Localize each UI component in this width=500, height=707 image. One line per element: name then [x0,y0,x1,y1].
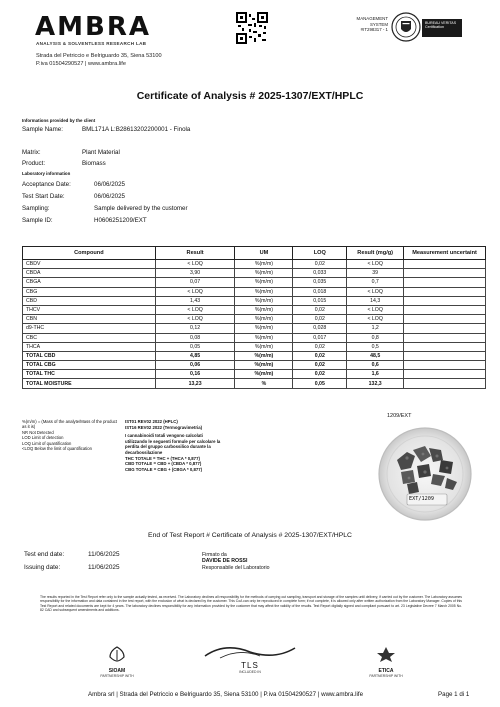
table-row [23,361,486,370]
info-sample-id: Sample ID: H0606251209/EXT [22,217,147,224]
etica-logo: ETICA PARTNERSHIP WITH [361,645,411,678]
cell-um: %(m/m) [235,324,293,333]
company-logo: AMBRA [35,12,151,42]
cell-compound: CBGA [23,278,156,287]
cell-loq: 0,035 [293,278,347,287]
legend-line: LOD Limit of detection [22,435,64,441]
table-row [23,305,486,314]
cell-result-mg: 1,6 [347,370,404,379]
cell-compound: d9-THC [23,324,156,333]
cell-result: 0,16 [155,370,235,379]
info-matrix: Matrix: Plant Material [22,149,120,156]
cell-compound: CBDV [23,260,156,269]
cell-uncertainty [404,379,486,388]
cell-compound: CBG [23,287,156,296]
cell-compound: CBD [23,296,156,305]
company-address: Strada del Petriccio e Belriguardo 35, Siena 53100 [36,53,162,59]
cell-compound: TOTAL CBD [23,351,156,360]
tls-wave-icon [200,644,300,660]
cell-um: %(m/m) [235,305,293,314]
company-vat-web: P.iva 01504290527 | www.ambra.life [36,61,126,67]
table-row [23,278,486,287]
cell-result: < LOQ [155,315,235,324]
legend-line: NR Not Detected [22,429,54,435]
info-sampling: Sampling: Sample delivered by the customer [22,205,188,212]
info-test-start-date: Test Start Date: 06/06/2025 [22,193,125,200]
cell-result-mg: 132,3 [347,379,404,388]
cell-um: %(m/m) [235,269,293,278]
cell-uncertainty [404,370,486,379]
cell-uncertainty [404,361,486,370]
cell-result-mg: 1,2 [347,324,404,333]
table-row [23,269,486,278]
header-result-mg: Result (mg/g) [347,247,404,260]
signature-block: Firmato da DAVIDE DE ROSSI Responsabile del Laboratorio [202,552,270,571]
cell-uncertainty [404,333,486,342]
cell-result: 0,07 [155,278,235,287]
bureau-veritas-seal-icon [391,12,421,42]
cell-loq: 0,015 [293,296,347,305]
cell-um: %(m/m) [235,333,293,342]
header-loq: LOQ [293,247,347,260]
cell-result-mg: 0,8 [347,333,404,342]
cell-loq: 0,017 [293,333,347,342]
cell-loq: 0,02 [293,305,347,314]
cell-uncertainty [404,260,486,269]
cell-result: 0,06 [155,361,235,370]
results-table [22,246,486,389]
cell-result: 3,90 [155,269,235,278]
table-row [23,315,486,324]
etica-leaf-icon [376,645,396,663]
table-row [23,296,486,305]
cell-result: < LOQ [155,287,235,296]
jar-label: EXT/1209 [409,496,434,502]
cell-compound: CBC [23,333,156,342]
cell-result: < LOQ [155,305,235,314]
cell-um: %(m/m) [235,342,293,351]
cell-uncertainty [404,324,486,333]
cell-result: < LOQ [155,260,235,269]
legend-line: LOQ Limit of quantification [22,440,72,446]
cell-compound: THCA [23,342,156,351]
qr-code-icon [236,12,268,44]
cell-result-mg: 0,7 [347,278,404,287]
cell-compound: TOTAL CBG [23,361,156,370]
cell-compound: CBN [23,315,156,324]
cell-loq: 0,02 [293,315,347,324]
lab-info-heading: Laboratory information [22,171,71,176]
cell-loq: 0,02 [293,370,347,379]
cell-result: 0,05 [155,342,235,351]
cell-result: 1,43 [155,296,235,305]
cell-uncertainty [404,305,486,314]
table-row [23,342,486,351]
cell-result: 0,12 [155,324,235,333]
sioam-emblem-icon [106,645,128,663]
cell-loq: 0,05 [293,379,347,388]
cell-um: %(m/m) [235,296,293,305]
end-of-report: End of Test Report # Certificate of Analysis # 2025-1307/EXT/HPLC [148,532,352,539]
cell-loq: 0,033 [293,269,347,278]
issuing-date: Issuing date: 11/06/2025 [24,564,120,571]
cell-uncertainty [404,342,486,351]
cell-result-mg: 14,3 [347,296,404,305]
cell-result-mg: < LOQ [347,305,404,314]
table-row [23,379,486,388]
bureau-veritas-badge: BUREAU VERITAS Certification [422,19,462,37]
table-header-row [23,247,486,260]
cell-result: 0,08 [155,333,235,342]
legend-line: <LOQ Below the limit of quantification [22,446,92,452]
table-row [23,260,486,269]
test-end-date: Test end date: 11/06/2025 [24,551,120,558]
info-product: Product: Biomass [22,160,106,167]
management-system-label: MANAGEMENT SYSTEM #IT298317 - 1 [356,16,388,33]
cell-result-mg: < LOQ [347,315,404,324]
sioam-logo: SIOAM PARTNERSHIP WITH [92,645,142,678]
table-row [23,370,486,379]
cell-loq: 0,02 [293,342,347,351]
cell-result: 13,23 [155,379,235,388]
table-row [23,351,486,360]
cell-result-mg: 0,5 [347,342,404,351]
cell-um: %(m/m) [235,315,293,324]
cell-result-mg: < LOQ [347,260,404,269]
units-legend [22,419,122,451]
cell-uncertainty [404,315,486,324]
cell-result-mg: 0,6 [347,361,404,370]
info-acceptance-date: Acceptance Date: 06/06/2025 [22,181,125,188]
cell-loq: 0,02 [293,351,347,360]
methods-notes: IST01 REV02 2022 (HPLC) IST16 REV02 2022 (Termogravimetria) I cannabinoidi totali vengono calcolati utilizzando le seguenti formule per calcolare la perdita del gruppo carbossilico durante la decarbossilazione THC TOTALE = THC + (THCA * 0,877) CBD TOTALE = CBD + (CBDA * 0,877) CBG TOTALE = CBG + (CBGA * 0,877) [125,419,221,472]
tls-logo: TLS INCLUDED IN [200,644,300,674]
cell-compound: TOTAL THC [23,370,156,379]
cell-um: % [235,379,293,388]
client-info-heading: Informations provided by the client [22,118,96,123]
cell-uncertainty [404,296,486,305]
cell-loq: 0,02 [293,260,347,269]
header-um: UM [235,247,293,260]
cell-result-mg: < LOQ [347,287,404,296]
cell-loq: 0,02 [293,361,347,370]
header-uncertainty: Measurement uncertaint [404,247,486,260]
cell-compound: TOTAL MOISTURE [23,379,156,388]
legend-line: %(m/m) = (Mass of the analyte/Mass of the product as it is) [22,419,118,430]
cell-result: 4,85 [155,351,235,360]
cell-um: %(m/m) [235,260,293,269]
cell-uncertainty [404,287,486,296]
cell-um: %(m/m) [235,351,293,360]
cell-uncertainty [404,269,486,278]
cell-uncertainty [404,351,486,360]
cell-um: %(m/m) [235,278,293,287]
document-title: Certificate of Analysis # 2025-1307/EXT/HPLC [136,90,364,102]
footer-company-info: Ambra srl | Strada del Petriccio e Belriguardo 35, Siena 53100 | P.iva 01504290527 | www.ambra.life [88,691,364,698]
cell-loq: 0,028 [293,324,347,333]
cell-um: %(m/m) [235,370,293,379]
cell-result-mg: 39 [347,269,404,278]
table-row [23,287,486,296]
legal-disclaimer: The results reported in the Test Report refer only to the sample actually tested, as received. The Laboratory declines all responsibility for the methods of carrying out sampling, transport and storage of the samples until delivery, if carried out by the customer. The Laboratory assumes responsibility for the information and data contained in the test report, with the exclusion of what is declared by the customer. This CoA can only be reproduced in complete form; if not complete, it is allowed only after written authorization from the Laboratory Manager. Copies of this Test Report and related documents are kept for 4 years. The laboratory declines responsibility for any information provided by the customer that may affect the validity of the results. Test Report digitally signed and compliant pursuant to art. 23 Legislative Decree 7 March 2005 No. 82 CAD and subsequent amendments and additions. [40,595,462,613]
cell-um: %(m/m) [235,361,293,370]
table-row [23,324,486,333]
cell-um: %(m/m) [235,287,293,296]
info-sample-name: Sample Name: BML171A L:B28613202200001 - Finola [22,126,191,133]
cell-compound: CBDA [23,269,156,278]
cell-result-mg: 48,5 [347,351,404,360]
cell-uncertainty [404,278,486,287]
photo-caption: 1209/EXT [387,413,412,419]
cell-loq: 0,018 [293,287,347,296]
logo-subtitle: ANALYSIS & SOLVENTLESS RESEARCH LAB [36,41,147,46]
table-row [23,333,486,342]
page-number: Page 1 di 1 [438,691,470,698]
header-result: Result [155,247,235,260]
cell-compound: THCV [23,305,156,314]
header-compound: Compound [23,247,156,260]
sample-photo [377,426,473,522]
